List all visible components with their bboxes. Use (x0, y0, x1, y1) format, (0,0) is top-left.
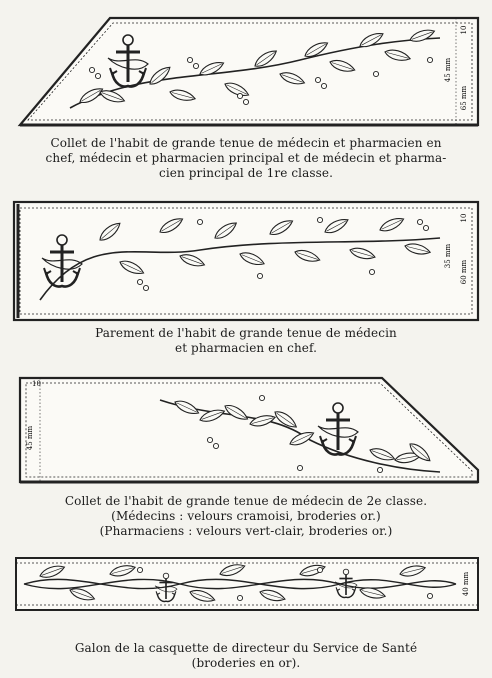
plate-4-caption: Galon de la casquette de directeur du Service de Santé (broderies en or). (74, 641, 418, 670)
plate-1-measure-mid: 45 mm (444, 57, 452, 83)
plate-2-measure-right: 60 mm (460, 259, 468, 285)
plate-4-cap-band (16, 558, 478, 610)
plate-3-measure-top: 10 (32, 380, 41, 388)
plate-2-cuff (14, 202, 478, 320)
plate-1-caption: Collet de l'habit de grande tenue de médecin et pharmacien en chef, médecin et pharmacien principal et de médecin et pharma- cien principal de 1re classe. (45, 136, 447, 180)
plate-3-caption: Collet de l'habit de grande tenue de médecin de 2e classe. (Médecins : velours cramoisi, broderies or.) (Pharmaciens : velours vert-clair, broderies or.) (64, 494, 428, 538)
plate-1-collar (20, 18, 478, 125)
plate-3-measure-left: 45 mm (26, 425, 34, 451)
plate-1-measure-top: 10 (460, 25, 468, 35)
plate-2-measure-mid: 35 mm (444, 243, 452, 269)
plate-1-measure-right: 65 mm (460, 85, 468, 111)
plate-4-measure-right: 40 mm (462, 571, 470, 597)
plate-2-measure-top: 10 (460, 213, 468, 223)
plate-3-collar (20, 378, 478, 482)
plate-2-caption: Parement de l'habit de grande tenue de médecin et pharmacien en chef. (95, 326, 397, 355)
